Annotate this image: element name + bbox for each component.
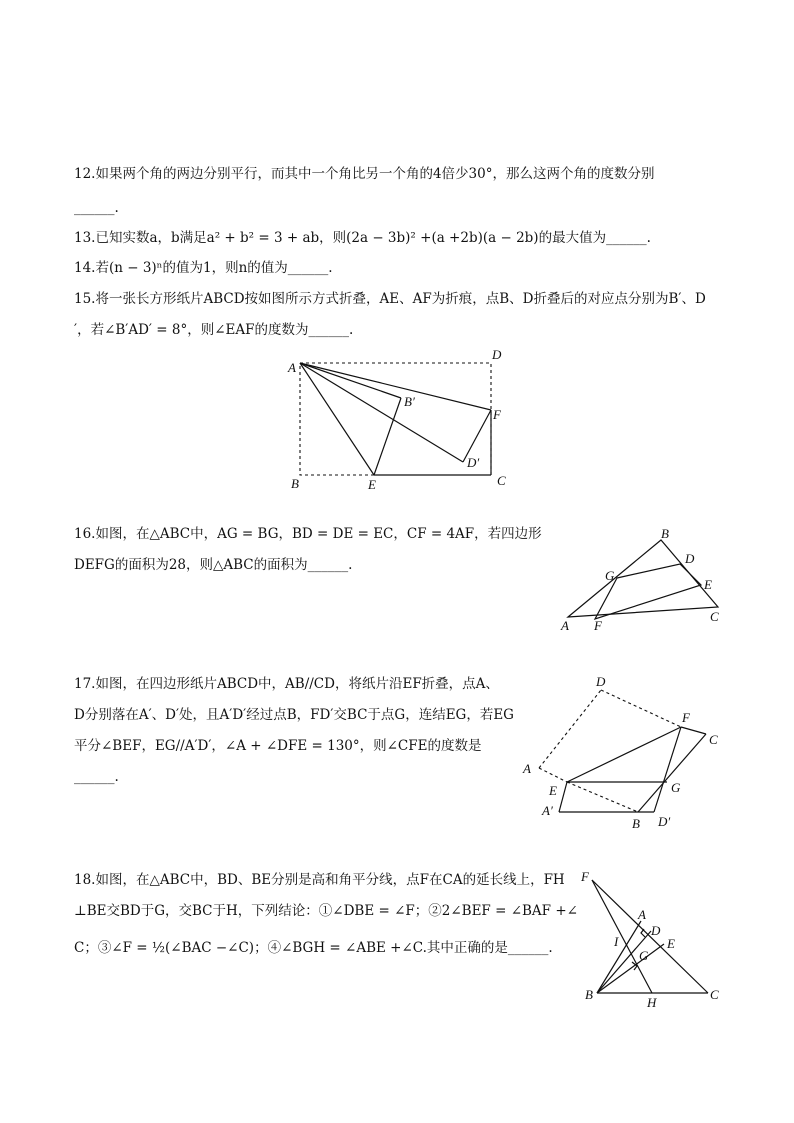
fig16-label-d: D <box>685 551 695 566</box>
fig18-segment-fh <box>592 880 652 993</box>
q14-line1: 14.若(n − 3)ⁿ的值为1，则n的值为______. <box>74 260 333 276</box>
q18-line3: C；③∠F = ½(∠BAC −∠C)；④∠BGH = ∠ABE +∠C.其中正确的是______. <box>74 940 553 956</box>
q18-line2: ⊥BE交BD于G，交BC于H，下列结论：①∠DBE = ∠F；②2∠BEF = ∠BAF +∠ <box>74 903 578 919</box>
fig18-label-h: H <box>647 995 657 1010</box>
fig17-label-d: D <box>596 674 606 689</box>
fig15-label-b1: B′ <box>404 394 415 409</box>
fig18-label-i: I <box>614 934 619 949</box>
fig15-label-d: D <box>492 347 502 362</box>
fig17-label-c: C <box>709 732 718 747</box>
fig18-right-angle-d <box>641 929 645 937</box>
fig17-label-f: F <box>682 710 690 725</box>
q15-line2: ′，若∠B′AD′ = 8°，则∠EAF的度数为______. <box>74 322 354 338</box>
fig16-label-a: A <box>561 618 569 633</box>
fig18-label-a: A <box>638 907 646 922</box>
fig18-segment-fc <box>592 880 708 993</box>
fig17-label-e: E <box>549 783 557 798</box>
q16-line2: DEFG的面积为28，则△ABC的面积为______. <box>74 557 353 573</box>
fig16-label-g: G <box>605 568 615 583</box>
q17-line3: 平分∠BEF，EG//A′D′，∠A + ∠DFE = 130°，则∠CFE的度数是 <box>74 738 482 754</box>
q17-line4: ______. <box>74 769 119 785</box>
fig17-label-b: B <box>632 816 640 831</box>
fig18-label-c: C <box>710 987 719 1002</box>
q17-line1: 17.如图，在四边形纸片ABCD中，AB//CD，将纸片沿EF折叠，点A、 <box>74 676 499 692</box>
fig16-label-e: E <box>704 577 712 592</box>
fig17-label-g: G <box>671 780 681 795</box>
fig17-label-a: A <box>523 761 531 776</box>
q18-line1: 18.如图，在△ABC中，BD、BE分别是高和角平分线，点F在CA的延长线上，FH <box>74 872 565 888</box>
q12-line2: ______. <box>74 200 119 216</box>
fig17-label-a1: A′ <box>542 803 553 818</box>
fig15-label-e: E <box>368 477 376 492</box>
q15-line1: 15.将一张长方形纸片ABCD按如图所示方式折叠，AE、AF为折痕，点B、D折叠后的对应点分别为B′、D <box>74 291 706 307</box>
fig15-label-f: F <box>493 407 501 422</box>
fig18-label-f: F <box>581 869 589 884</box>
fig15-label-a: A <box>288 360 296 375</box>
q12-line1: 12.如果两个角的两边分别平行，而其中一个角比另一个角的4倍少30°，那么这两个角的度数分别 <box>74 166 655 182</box>
fig16-label-c: C <box>710 609 719 624</box>
fig15-label-c: C <box>497 473 506 488</box>
fig17-label-d1: D′ <box>658 814 671 829</box>
fig16-label-f: F <box>594 618 602 633</box>
q16-line1: 16.如图，在△ABC中，AG = BG，BD = DE = EC，CF = 4AF，若四边形 <box>74 526 542 542</box>
fig18-label-d: D <box>651 923 661 938</box>
fig18-label-b: B <box>585 987 593 1002</box>
fig18-label-e: E <box>667 936 675 951</box>
fig18-label-g: G <box>639 948 649 963</box>
fig15-label-b: B <box>291 476 299 491</box>
q13-line1: 13.已知实数a，b满足a² + b² = 3 + ab，则(2a − 3b)² +(a +2b)(a − 2b)的最大值为______. <box>74 230 651 246</box>
fig15-label-d1: D′ <box>467 455 480 470</box>
fig16-label-b: B <box>661 526 669 541</box>
q17-line2: D分别落在A′、D′处，且A′D′经过点B，FD′交BC于点G，连结EG，若EG <box>74 707 514 723</box>
